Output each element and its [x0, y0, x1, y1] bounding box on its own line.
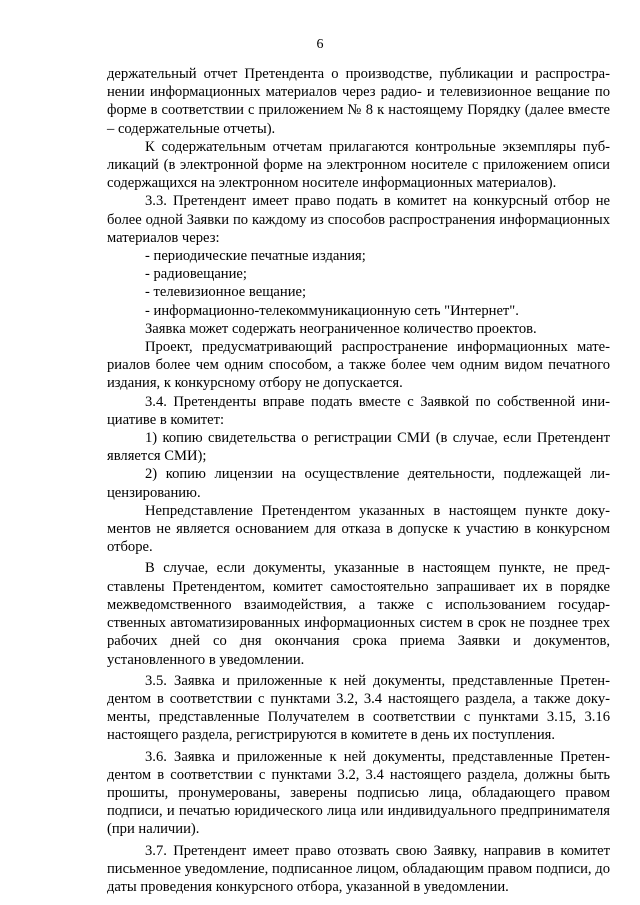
- document-body: [107, 65, 610, 896]
- paragraph-3-4: 3.4. Претенденты вправе подать вместе с Заявкой по собственной инициативе в комитет:: [107, 393, 610, 428]
- paragraph-interagency-request: В случае, если документы, указанные в настоящем пункте, не представлены Претендентом, комитет самостоятельно запрашивает их в порядке межведомственного взаимодействия, а также с использованием государственных автоматизированных информационных систем в срок не позднее трех рабочих дней со дня окончания срока приема Заявки и документов, установленного в уведомлении.: [107, 560, 610, 668]
- paragraph-control-copies: К содержательным отчетам прилагаются контрольные экземпляры публикаций (в электронной форме на электронном носителе с приложением описи содержащихся на электронном носителе информационных материалов).: [107, 138, 610, 192]
- paragraph-3-7: 3.7. Претендент имеет право отозвать свою Заявку, направив в комитет письменное уведомление, подписанное лицом, обладающим правом подписи, до даты проведения конкурсного отбора, указанной в уведомлении.: [107, 842, 610, 895]
- paragraph-3-6: 3.6. Заявка и приложенные к ней документы, представленные Претендентом в соответствии с пунктами 3.2, 3.4 настоящего раздела, должны быть прошиты, пронумерованы, заверены подписью лица, обладающего правом подписи, и печатью юридического лица или индивидуального предпринимателя (при наличии).: [107, 748, 610, 838]
- list-item-television: - телевизионное вещание;: [145, 284, 307, 301]
- list-item-periodicals: - периодические печатные издания;: [145, 248, 366, 265]
- paragraph-content-report-continuation: держательный отчет Претендента о производстве, публикации и распространении информационных материалов через радио- и телевизионное вещание по форме в соответствии с приложением № 8 к настоящему Порядку (далее вместе – содержательные отчеты).: [107, 66, 610, 137]
- paragraph-3-3: 3.3. Претендент имеет право подать в комитет на конкурсный отбор не более одной Заявки по каждому из способов распространения информационных материалов через:: [107, 193, 610, 246]
- list-item-registration-copy: 1) копию свидетельства о регистрации СМИ (в случае, если Претендент является СМИ);: [107, 430, 610, 465]
- list-item-license-copy: 2) копию лицензии на осуществление деятельности, подлежащей лицензированию.: [107, 466, 610, 501]
- list-item-internet: - информационно-телекоммуникационную сеть "Интернет".: [145, 302, 519, 319]
- paragraph-non-submission: Непредставление Претендентом указанных в настоящем пункте документов не является основанием для отказа в допуске к участию в конкурсном отборе.: [107, 502, 610, 556]
- list-item-radio: - радиовещание;: [145, 266, 247, 283]
- paragraph-3-5: 3.5. Заявка и приложенные к ней документы, представленные Претендентом в соответствии с пунктами 3.2, 3.4 настоящего раздела, а также документы, представленные Получателем в соответствии с пунктами 3.15, 3.16 настоящего раздела, регистрируются в комитете в день их поступления.: [107, 672, 610, 744]
- paragraph-project-restriction: Проект, предусматривающий распространение информационных материалов более чем одним способом, а также более чем одним видом печатного издания, к конкурсному отбору не допускается.: [107, 339, 610, 392]
- paragraph-unlimited-projects: Заявка может содержать неограниченное количество проектов.: [145, 320, 537, 337]
- page-number: 6: [316, 37, 324, 52]
